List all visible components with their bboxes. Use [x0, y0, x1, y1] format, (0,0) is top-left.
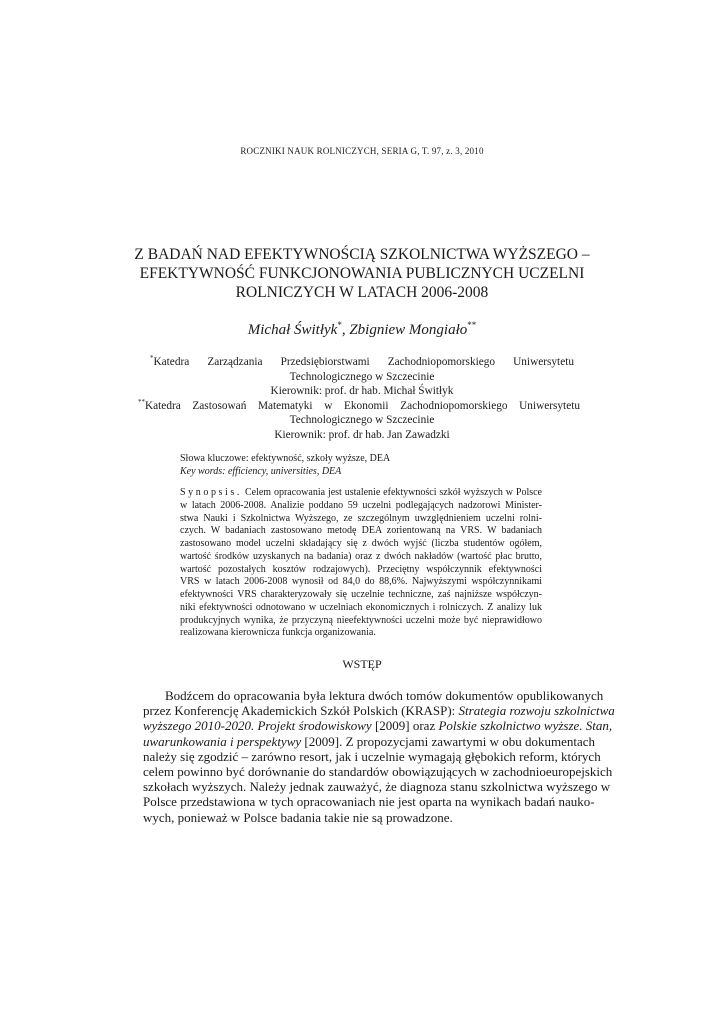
synopsis-line: Synopsis. Celem opracowania jest ustalenie efektywności szkół wyższych w Polsce: [180, 487, 542, 498]
title-line: EFEKTYWNOŚĆ FUNKCJONOWANIA PUBLICZNYCH UCZELNI: [139, 265, 585, 282]
affiliation-head: Kierownik: prof. dr hab. Michał Świtłyk: [270, 385, 454, 398]
synopsis-label: Synopsis.: [180, 487, 243, 498]
synopsis: [180, 487, 542, 640]
synopsis-line: efektywności VRS charakteryzowały się uczelnie techniczne, zaś najniższe współczyn-: [180, 589, 542, 600]
affiliation-mark: **: [138, 398, 145, 407]
synopsis-line: stwa Nauki i Szkolnictwa Wyższego, ze szczególnym uwzględnieniem uczelni rolni-: [180, 512, 542, 524]
synopsis-line: zastosowano model uczelni składający się z dwóch wyjść (liczba studentów ogółem,: [180, 538, 542, 549]
affiliation-line: Technologicznego w Szczecinie: [289, 370, 435, 383]
section-heading: WSTĘP: [342, 657, 382, 671]
keywords: [180, 452, 580, 478]
synopsis-line: niki efektywności odnotowano w uczelniach ekonomicznych i rolniczych. Z analizy luk: [180, 601, 542, 613]
affiliation-line: Technologicznego w Szczecinie: [289, 414, 435, 427]
body-line: należy się zgodzić – zarówno resort, jak i uczelnie wymagają głębokich reform, których: [143, 748, 601, 764]
author-mark: *: [337, 320, 342, 330]
body-line: wyższego 2010-2020. Projekt środowiskowy [2009] oraz Polskie szkolnictwo wyższe. Stan,: [143, 718, 613, 734]
citation-title: Strategia rozwoju szkolnictwa: [458, 703, 615, 719]
body-paragraph: [143, 688, 615, 825]
title-line: Z BADAŃ NAD EFEKTYWNOŚCIĄ SZKOLNICTWA WYŻSZEGO –: [134, 246, 590, 263]
synopsis-line: VRS w latach 2006-2008 wynosił od 84,0 do 88,6%. Najwyższymi współczynnikami: [180, 576, 542, 588]
citation-title: uwarunkowania i perspektywy: [143, 733, 302, 749]
citation-title: wyższego 2010-2020. Projekt środowiskowy: [143, 718, 372, 734]
affiliation-line: *Katedra Zarządzania Przedsiębiorstwami Zachodniopomorskiego Uniwersytetu: [150, 354, 574, 368]
body-line: uwarunkowania i perspektywy [2009]. Z propozycjami zawartymi w obu dokumentach: [143, 733, 596, 749]
citation-title: Polskie szkolnictwo wyższe. Stan,: [438, 718, 613, 734]
journal-header: ROCZNIKI NAUK ROLNICZYCH, SERIA G, T. 97, z. 3, 2010: [240, 146, 484, 156]
body-line: Polsce przedstawiona w tych opracowaniach nie jest oparta na wynikach badań nauko-: [143, 794, 595, 810]
affiliation-line: **Katedra Zastosowań Matematyki w Ekonomii Zachodniopomorskiego Uniwersytetu: [138, 398, 580, 412]
synopsis-line: czych. W badaniach zastosowano metodę DEA zorientowaną na VRS. W badaniach: [180, 525, 542, 537]
body-line: wych, ponieważ w Polsce badania takie nie są prowadzone.: [143, 809, 453, 825]
affiliations: [138, 354, 580, 443]
synopsis-line: produkcyjnych wynika, że przyczyną nieefektywności uczelni może być nieprawidłowo: [180, 614, 542, 626]
affiliation-head: Kierownik: prof. dr hab. Jan Zawadzki: [274, 428, 450, 441]
authors: [0, 322, 724, 339]
body-line: Bodźcem do opracowania była lektura dwóch tomów dokumentów opublikowanych: [165, 688, 604, 703]
author-separator: ,: [341, 322, 350, 338]
synopsis-line: wartość środków uzyskanych na badania) oraz z dwóch nakładów (wartość płac brutto,: [180, 550, 542, 562]
body-line: szkołach wyższych. Należy jednak zauważyć, że diagnoza stanu szkolnictwa wyższego w: [143, 779, 611, 795]
synopsis-line: wartość pozostałych kosztów rodzajowych). Przeciętny współczynnik efektywności: [180, 563, 542, 575]
body-line: celem powinno być dorównanie do standardów obowiązujących w zachodnioeuropejskich: [143, 763, 613, 779]
keywords-en: Key words: efficiency, universities, DEA: [180, 466, 342, 477]
affiliation-mark: *: [150, 354, 154, 363]
author-name: Michał Świtłyk: [247, 322, 338, 338]
keywords-pl: Słowa kluczowe: efektywność, szkoły wyższe, DEA: [180, 453, 391, 464]
body-line: przez Konferencję Akademickich Szkół Polskich (KRASP): Strategia rozwoju szkolnictwa: [143, 703, 615, 719]
synopsis-line: realizowana kierownicza funkcja organizowania.: [180, 627, 376, 639]
author-mark: **: [467, 320, 477, 330]
paper-title: [120, 245, 604, 302]
title-line: ROLNICZYCH W LATACH 2006-2008: [235, 284, 489, 301]
author-name: Zbigniew Mongiało: [349, 322, 468, 338]
synopsis-line: w latach 2006-2008. Analizie poddano 59 uczelni podlegających nadzorowi Minister-: [180, 499, 542, 511]
